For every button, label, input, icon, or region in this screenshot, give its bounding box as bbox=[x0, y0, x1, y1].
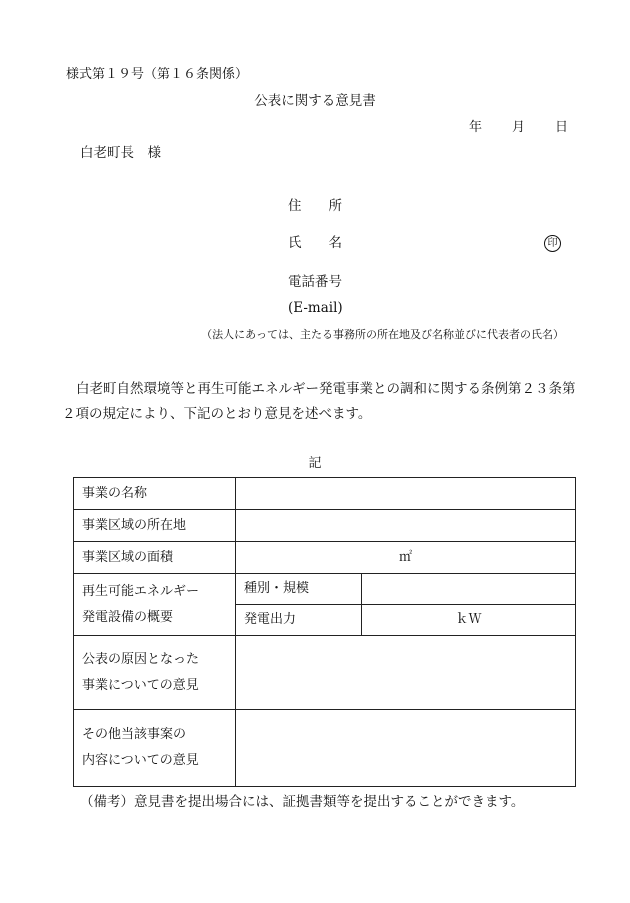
statement-text: 白老町自然環境等と再生可能エネルギー発電事業との調和に関する条例第２３条第２項の規定により、下記のとおり意見を述べます。 bbox=[62, 381, 576, 422]
other-opinion-line1: その他当該事案の bbox=[82, 727, 187, 742]
email-label: (E-mail) bbox=[288, 300, 343, 316]
page-title: 公表に関する意見書 bbox=[254, 93, 376, 109]
other-opinion-value[interactable] bbox=[236, 710, 576, 787]
date-line bbox=[469, 121, 568, 134]
form-number: 様式第１９号（第１６条関係） bbox=[66, 67, 249, 82]
area-location-value[interactable] bbox=[236, 510, 576, 542]
table-row bbox=[74, 478, 576, 510]
opinion-table bbox=[73, 477, 576, 787]
business-name-label: 事業の名称 bbox=[74, 478, 236, 510]
facility-overview-label bbox=[74, 574, 236, 636]
other-opinion-line2: 内容についての意見 bbox=[82, 753, 199, 768]
date-month-label: 月 bbox=[511, 120, 525, 135]
table-row bbox=[74, 542, 576, 574]
address-label: 住 所 bbox=[288, 198, 342, 214]
type-scale-value[interactable] bbox=[362, 574, 576, 605]
area-size-value[interactable] bbox=[236, 542, 576, 574]
name-label: 氏 名 bbox=[288, 235, 342, 251]
other-opinion-label bbox=[74, 710, 236, 787]
output-unit: ｋＷ bbox=[455, 612, 482, 627]
cause-opinion-label bbox=[74, 636, 236, 710]
output-value[interactable] bbox=[362, 605, 576, 636]
table-row bbox=[74, 710, 576, 787]
cause-opinion-value[interactable] bbox=[236, 636, 576, 710]
area-location-label: 事業区域の所在地 bbox=[74, 510, 236, 542]
facility-overview-line1: 再生可能エネルギー bbox=[82, 583, 200, 599]
date-year-label: 年 bbox=[468, 120, 482, 135]
table-row bbox=[74, 510, 576, 542]
addressee: 白老町長 様 bbox=[80, 145, 161, 161]
table-row bbox=[74, 636, 576, 710]
phone-label: 電話番号 bbox=[288, 274, 342, 290]
record-heading: 記 bbox=[308, 456, 322, 471]
cause-opinion-line2: 事業についての意見 bbox=[82, 677, 199, 693]
corporate-note: （法人にあっては、主たる事務所の所在地及び名称並びに代表者の氏名） bbox=[201, 328, 564, 341]
output-label: 発電出力 bbox=[236, 605, 362, 636]
area-size-label: 事業区域の面積 bbox=[74, 542, 236, 574]
seal-icon: 印 bbox=[544, 235, 561, 252]
remarks: （備考）意見書を提出場合には、証拠書類等を提出することができます。 bbox=[80, 794, 525, 810]
area-unit: ㎡ bbox=[398, 549, 412, 565]
table-row bbox=[74, 574, 576, 605]
business-name-value[interactable] bbox=[236, 478, 576, 510]
facility-overview-line2: 発電設備の概要 bbox=[82, 609, 174, 625]
date-day-label: 日 bbox=[554, 120, 568, 135]
statement bbox=[62, 377, 582, 427]
cause-opinion-line1: 公表の原因となった bbox=[82, 651, 200, 667]
type-scale-label: 種別・規模 bbox=[236, 574, 362, 605]
